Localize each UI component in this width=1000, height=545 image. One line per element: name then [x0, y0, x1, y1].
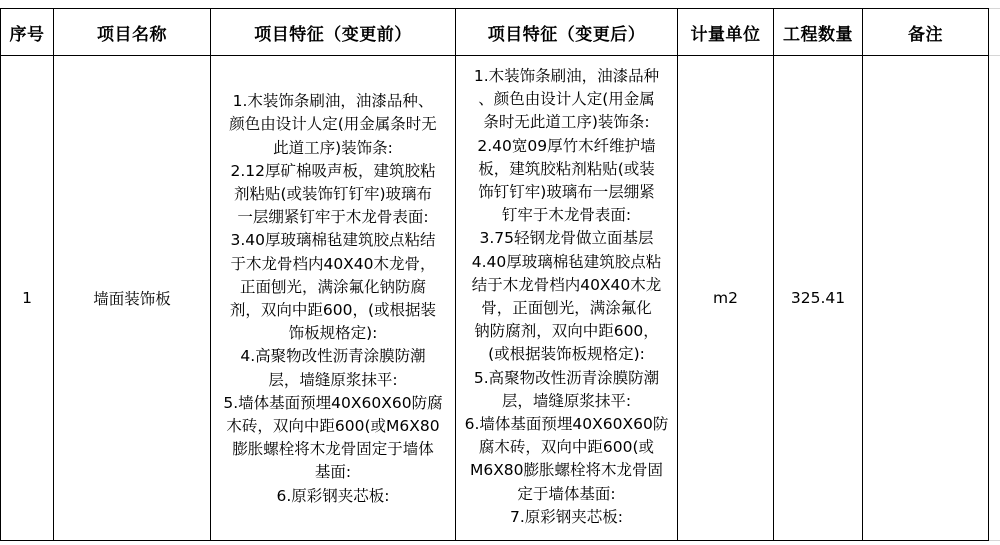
feature-line: 2.40宽09厚竹木纤维护墙	[477, 136, 656, 155]
feature-line: 5.高聚物改性沥青涂膜防潮	[473, 368, 660, 387]
cell-extra[interactable]	[989, 56, 1000, 541]
feature-line: 正面刨光，满涂氟化钠防腐	[239, 277, 426, 296]
header-item-name[interactable]: 项目名称	[54, 9, 211, 56]
feature-line: 3.40厚玻璃棉毡建筑胶点粘结	[230, 231, 436, 250]
feature-line: 腐木砖，双向中距600(或	[478, 438, 655, 457]
header-extra-cell[interactable]	[989, 9, 1000, 56]
feature-line: 、颜色由设计人定(用金属	[478, 90, 655, 109]
feature-line: 4.40厚玻璃棉毡建筑胶点粘	[471, 252, 662, 271]
feature-line: 定于墙体基面:	[517, 484, 616, 503]
feature-line: 6.墙体基面预埋40X60X60防	[464, 415, 669, 434]
feature-line: 板，建筑胶粘剂粘贴(或装	[478, 159, 655, 178]
feature-line: 基面:	[314, 463, 352, 482]
cell-quantity[interactable]: 325.41	[774, 56, 863, 541]
feature-line: 5.墙体基面预埋40X60X60防腐	[223, 393, 443, 412]
feature-line: 6.原彩钢夹芯板:	[276, 486, 390, 505]
feature-line: 饰板规格定):	[288, 324, 378, 343]
header-seq[interactable]: 序号	[1, 9, 54, 56]
cell-features-before[interactable]	[211, 56, 456, 541]
features-after-text	[456, 65, 677, 529]
feature-line: 2.12厚矿棉吸声板，建筑胶粘	[230, 161, 436, 180]
feature-line: 7.原彩钢夹芯板:	[509, 507, 623, 526]
feature-line: 剂，双向中距600，(或根据装	[229, 301, 437, 319]
header-row	[1, 9, 1000, 56]
feature-line: 于木龙骨档内40X40木龙骨，	[230, 254, 436, 273]
feature-line: 钠防腐剂，双向中距600，	[474, 322, 659, 341]
features-before-text	[211, 90, 455, 508]
feature-line: 4.高聚物改性沥青涂膜防潮	[240, 347, 426, 366]
feature-line: (或根据装饰板规格定):	[488, 345, 645, 364]
feature-line: M6X80膨胀螺栓将木龙骨固	[469, 461, 664, 480]
feature-line: 层，墙缝原浆抹平:	[268, 370, 398, 389]
feature-line: 骨，正面刨光，满涂氟化	[481, 299, 652, 317]
cell-remarks[interactable]	[863, 56, 989, 541]
feature-line: 一层绷紧钉牢于木龙骨表面:	[237, 208, 429, 227]
cell-item-name[interactable]: 墙面装饰板	[54, 56, 211, 541]
feature-line: 条时无此道工序)装饰条:	[483, 113, 650, 132]
feature-line: 钉牢于木龙骨表面:	[501, 206, 632, 225]
feature-line: 颜色由设计人定(用金属条时无	[229, 115, 437, 134]
feature-line: 结于木龙骨档内40X40木龙	[471, 275, 662, 294]
header-quantity[interactable]: 工程数量	[774, 9, 863, 56]
cell-unit[interactable]: m2	[678, 56, 774, 541]
cell-features-after[interactable]	[456, 56, 678, 541]
header-features-before[interactable]: 项目特征（变更前）	[211, 9, 456, 56]
header-features-after[interactable]: 项目特征（变更后）	[456, 9, 678, 56]
feature-line: 剂粘贴(或装饰钉钉牢)玻璃布	[233, 184, 433, 203]
feature-line: 此道工序)装饰条:	[273, 138, 393, 157]
bill-of-quantities-table	[0, 8, 1000, 541]
feature-line: 木砖，双向中距600(或M6X80	[226, 417, 440, 436]
cell-seq[interactable]: 1	[1, 56, 54, 541]
feature-line: 膨胀螺栓将木龙骨固定于墙体	[232, 440, 434, 459]
header-remarks[interactable]: 备注	[863, 9, 989, 56]
table-row	[1, 56, 1000, 541]
header-unit[interactable]: 计量单位	[678, 9, 774, 56]
feature-line: 1.木装饰条刷油，油漆品种	[473, 66, 660, 85]
feature-line: 3.75轻钢龙骨做立面基层	[479, 229, 654, 248]
feature-line: 层，墙缝原浆抹平:	[501, 391, 632, 410]
feature-line: 饰钉钉牢)玻璃布一层绷紧	[478, 182, 655, 201]
feature-line: 1.木装饰条刷油，油漆品种、	[232, 92, 434, 111]
